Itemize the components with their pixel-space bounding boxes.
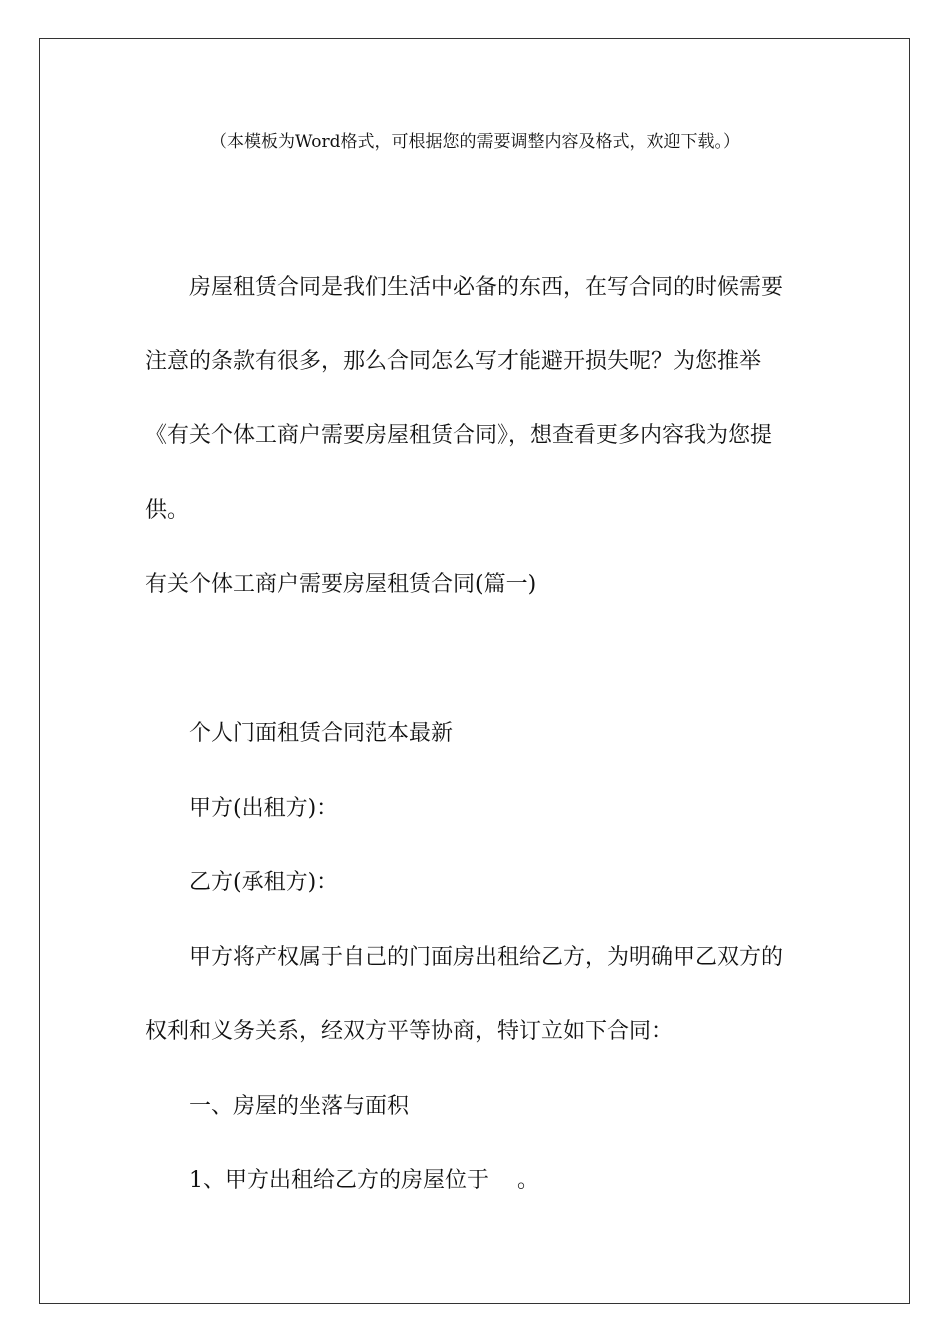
clause-item-1: 1、甲方出租给乙方的房屋位于 。 — [189, 1168, 539, 1193]
party-b-label: 乙方(承租方)： — [189, 870, 339, 895]
party-a-label: 甲方(出租方)： — [189, 796, 339, 821]
intro-line-2: 注意的条款有很多，那么合同怎么写才能避开损失呢？为您推举 — [145, 349, 762, 374]
preamble-line-1: 甲方将产权属于自己的门面房出租给乙方，为明确甲乙双方的 — [189, 945, 784, 970]
clause-heading: 一、房屋的坐落与面积 — [189, 1094, 410, 1119]
intro-line-1: 房屋租赁合同是我们生活中必备的东西，在写合同的时候需要 — [189, 275, 784, 300]
section-heading: 有关个体工商户需要房屋租赁合同(篇一) — [145, 572, 537, 597]
preamble-line-2: 权利和义务关系，经双方平等协商，特订立如下合同： — [145, 1019, 674, 1044]
page-border — [39, 38, 910, 1304]
intro-line-4: 供。 — [145, 498, 190, 523]
intro-line-3: 《有关个体工商户需要房屋租赁合同》，想查看更多内容我为您提 — [145, 423, 773, 448]
contract-title: 个人门面租赁合同范本最新 — [189, 721, 454, 746]
template-note: （本模板为Word格式，可根据您的需要调整内容及格式，欢迎下载。） — [209, 132, 741, 152]
